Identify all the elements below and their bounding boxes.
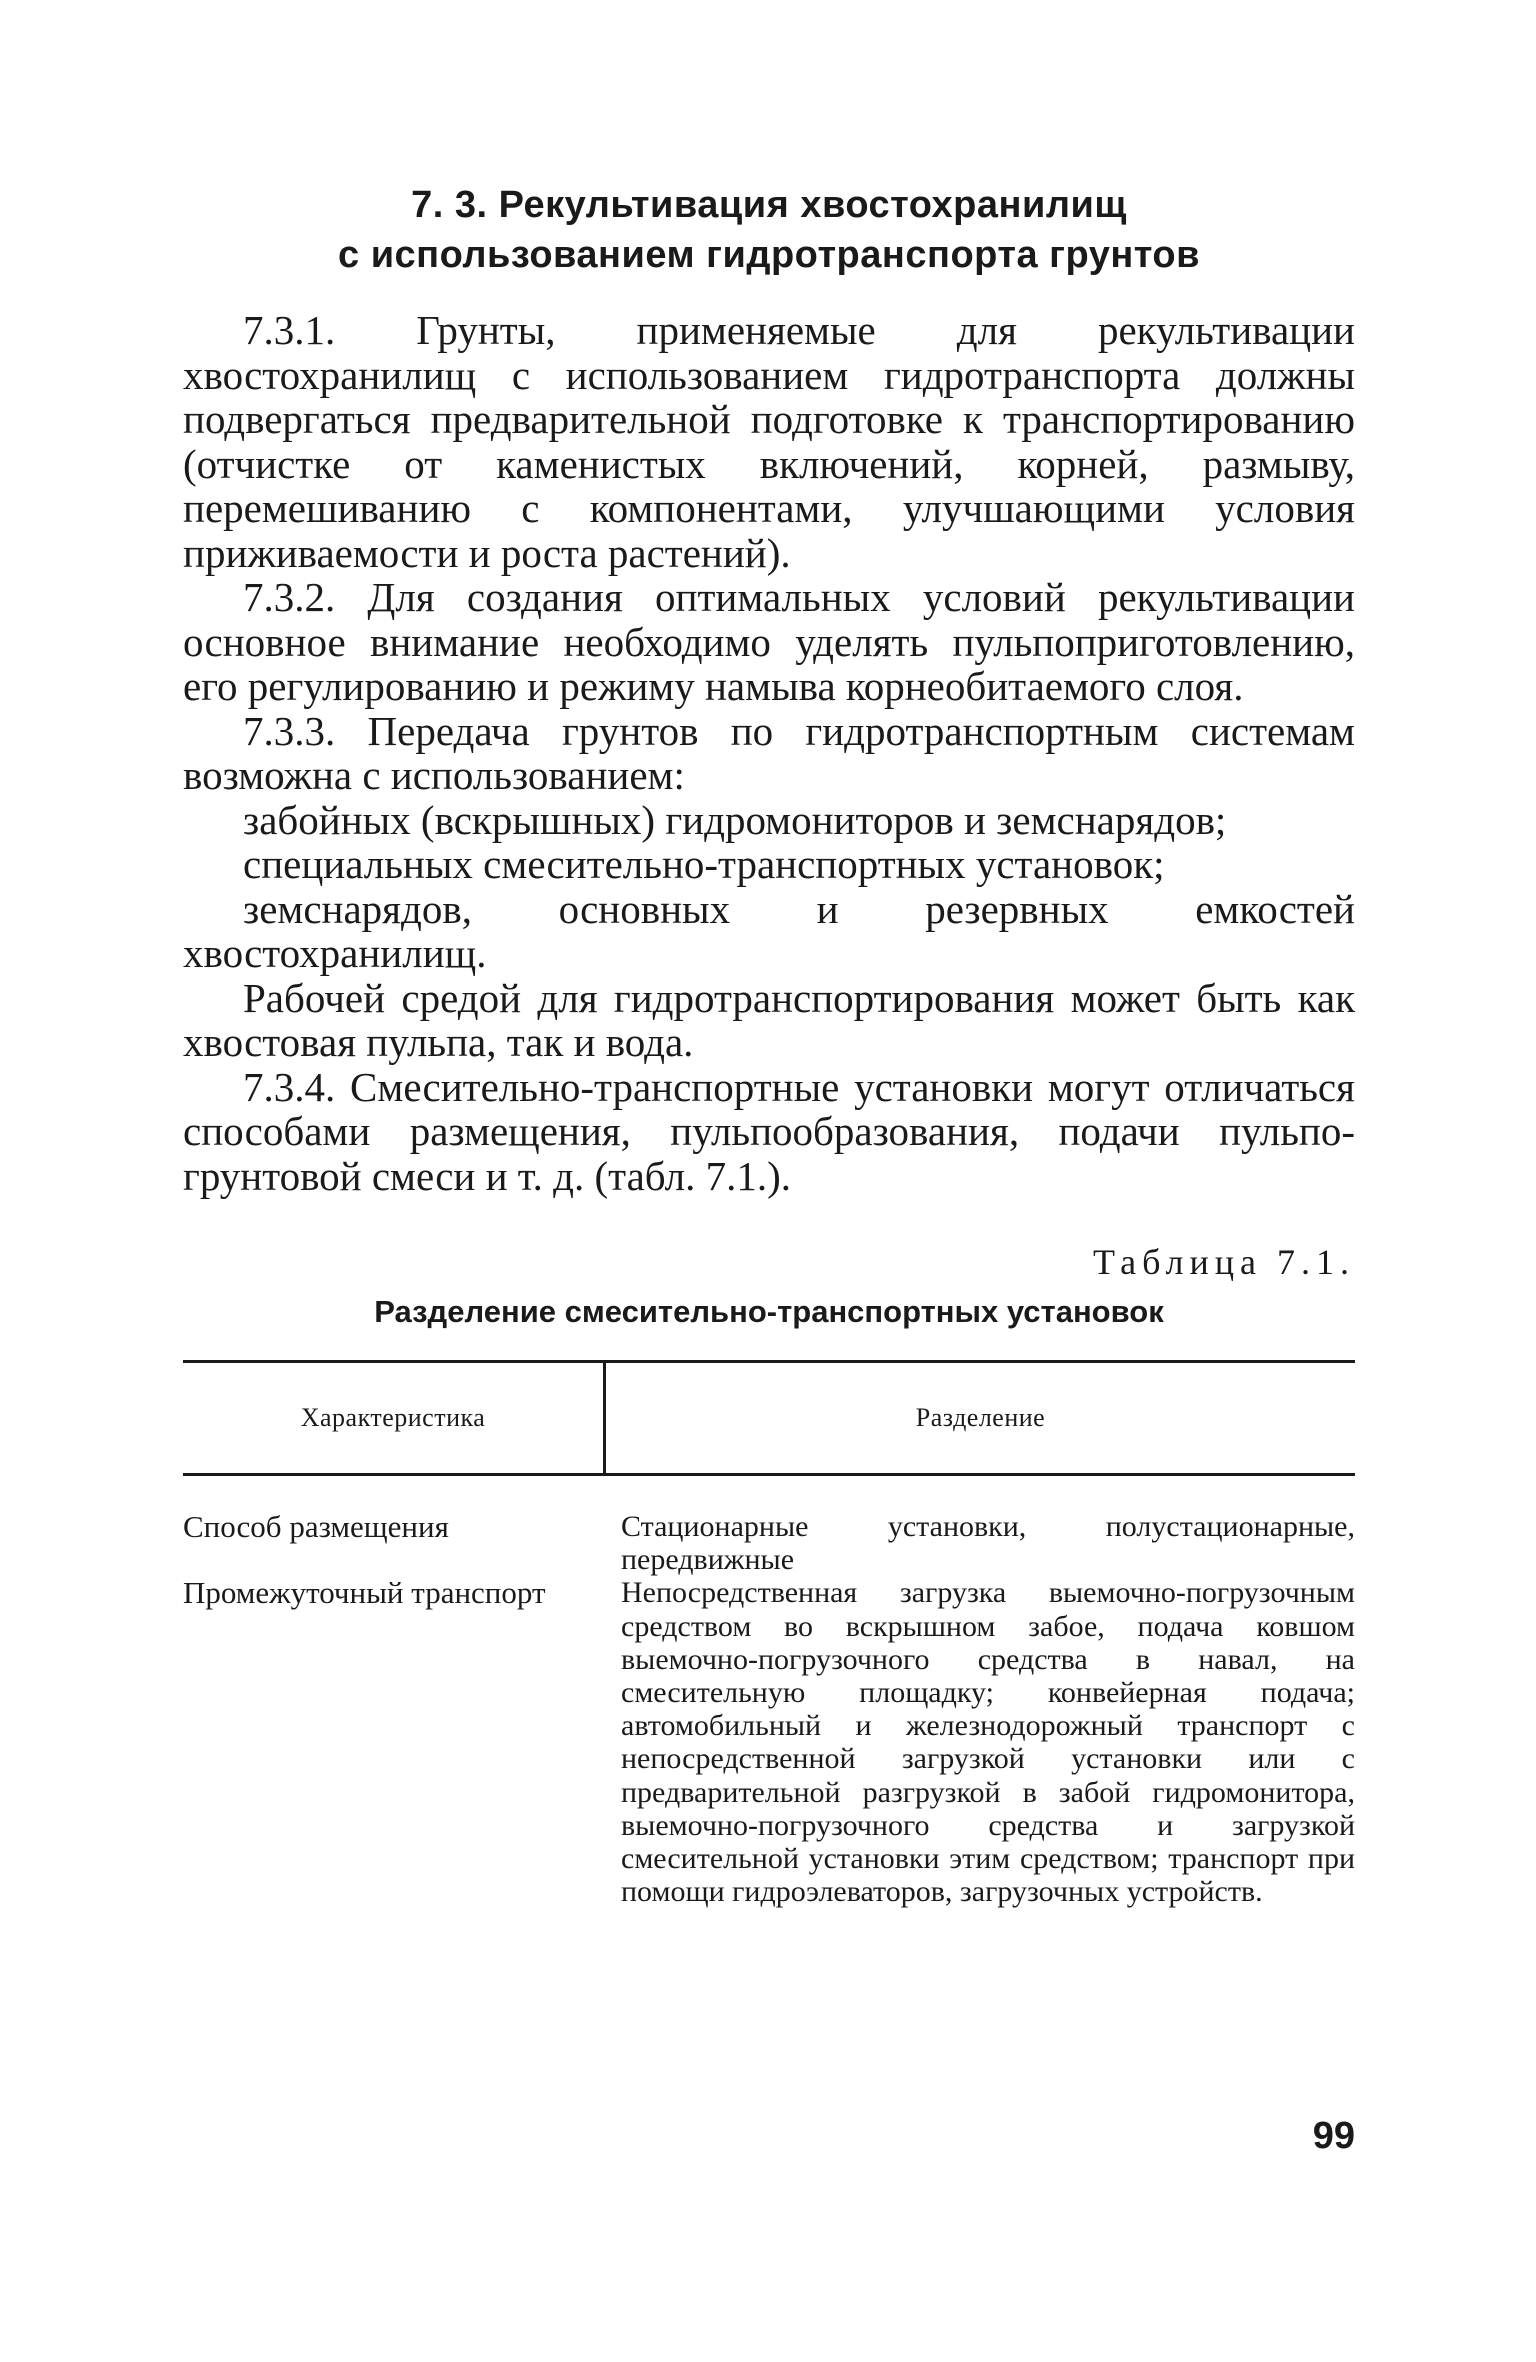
section-title — [183, 180, 1355, 280]
paragraph-7-3-2: 7.3.2. Для создания оптимальных условий рекультивации основное внимание необходимо уделять пульпоприготовлению, его регулированию и режиму намыва корнеобитаемого слоя. — [183, 574, 1355, 709]
paragraph-working-medium: Рабочей средой для гидротранспортирования может быть как хвостовая пульпа, так и вода. — [183, 974, 1355, 1065]
table-header-division: Разделение — [915, 1403, 1046, 1432]
table-label: Таблица 7.1. — [1093, 1242, 1355, 1282]
section-title-line-2: с использованием гидротранспорта грунтов — [338, 234, 1200, 276]
section-title-line-1: 7. 3. Рекультивация хвостохранилищ — [411, 184, 1127, 226]
paragraph-7-3-1: 7.3.1. Грунты, применяемые для рекультивации хвостохранилищ с использованием гидротранспорта должны подвергаться предварительной подготовке к транспортированию (отчистке от каменистых включений, корней, размыву, перемешиванию с компонентами, улучшающими условия приживаемости и роста растений). — [183, 307, 1355, 576]
paragraph-7-3-3: 7.3.3. Передача грунтов по гидротранспортным системам возможна с использованием: — [183, 707, 1355, 798]
document-page — [183, 170, 1355, 1908]
table-row — [183, 1576, 1355, 1908]
list-item-mixing-units: специальных смесительно-транспортных установок; — [243, 841, 1165, 887]
table-cell-division: Непосредственная загрузка выемочно-погрузочным средством во вскрышном забое, подача ковшом выемочно-погрузочного средства в навал, на смесительную площадку; конвейерная подача; автомобильный и железнодорожный транспорт с непосредственной загрузкой установки или с предварительной разгрузкой в забой гидромонитора, выемочно-погрузочного средства и загрузкой смесительной установки этим средством; транспорт при помощи гидроэлеваторов, загрузочных устройств. — [621, 1576, 1355, 1909]
table-title: Разделение смесительно-транспортных установок — [374, 1294, 1164, 1329]
table-cell-characteristic: Промежуточный транспорт — [183, 1575, 546, 1611]
list-item-dredgers: земснарядов, основных и резервных емкостей хвостохранилищ. — [183, 885, 1355, 976]
table-cell-division: Стационарные установки, полустационарные, передвижные — [621, 1510, 1355, 1577]
data-table — [183, 1360, 1355, 1908]
paragraph-7-3-4: 7.3.4. Смесительно-транспортные установки могут отличаться способами размещения, пульпообразования, подачи пульпо-грунтовой смеси и т. д. (табл. 7.1.). — [183, 1063, 1355, 1199]
table-header-row — [183, 1360, 1355, 1476]
list-item-hydromonitors: забойных (вскрышных) гидромониторов и земснарядов; — [243, 796, 1227, 843]
table-header-characteristic: Характеристика — [183, 1363, 606, 1473]
table-row — [183, 1510, 1355, 1576]
table-cell-characteristic: Способ размещения — [183, 1509, 449, 1544]
page-number: 99 — [1312, 2115, 1355, 2157]
